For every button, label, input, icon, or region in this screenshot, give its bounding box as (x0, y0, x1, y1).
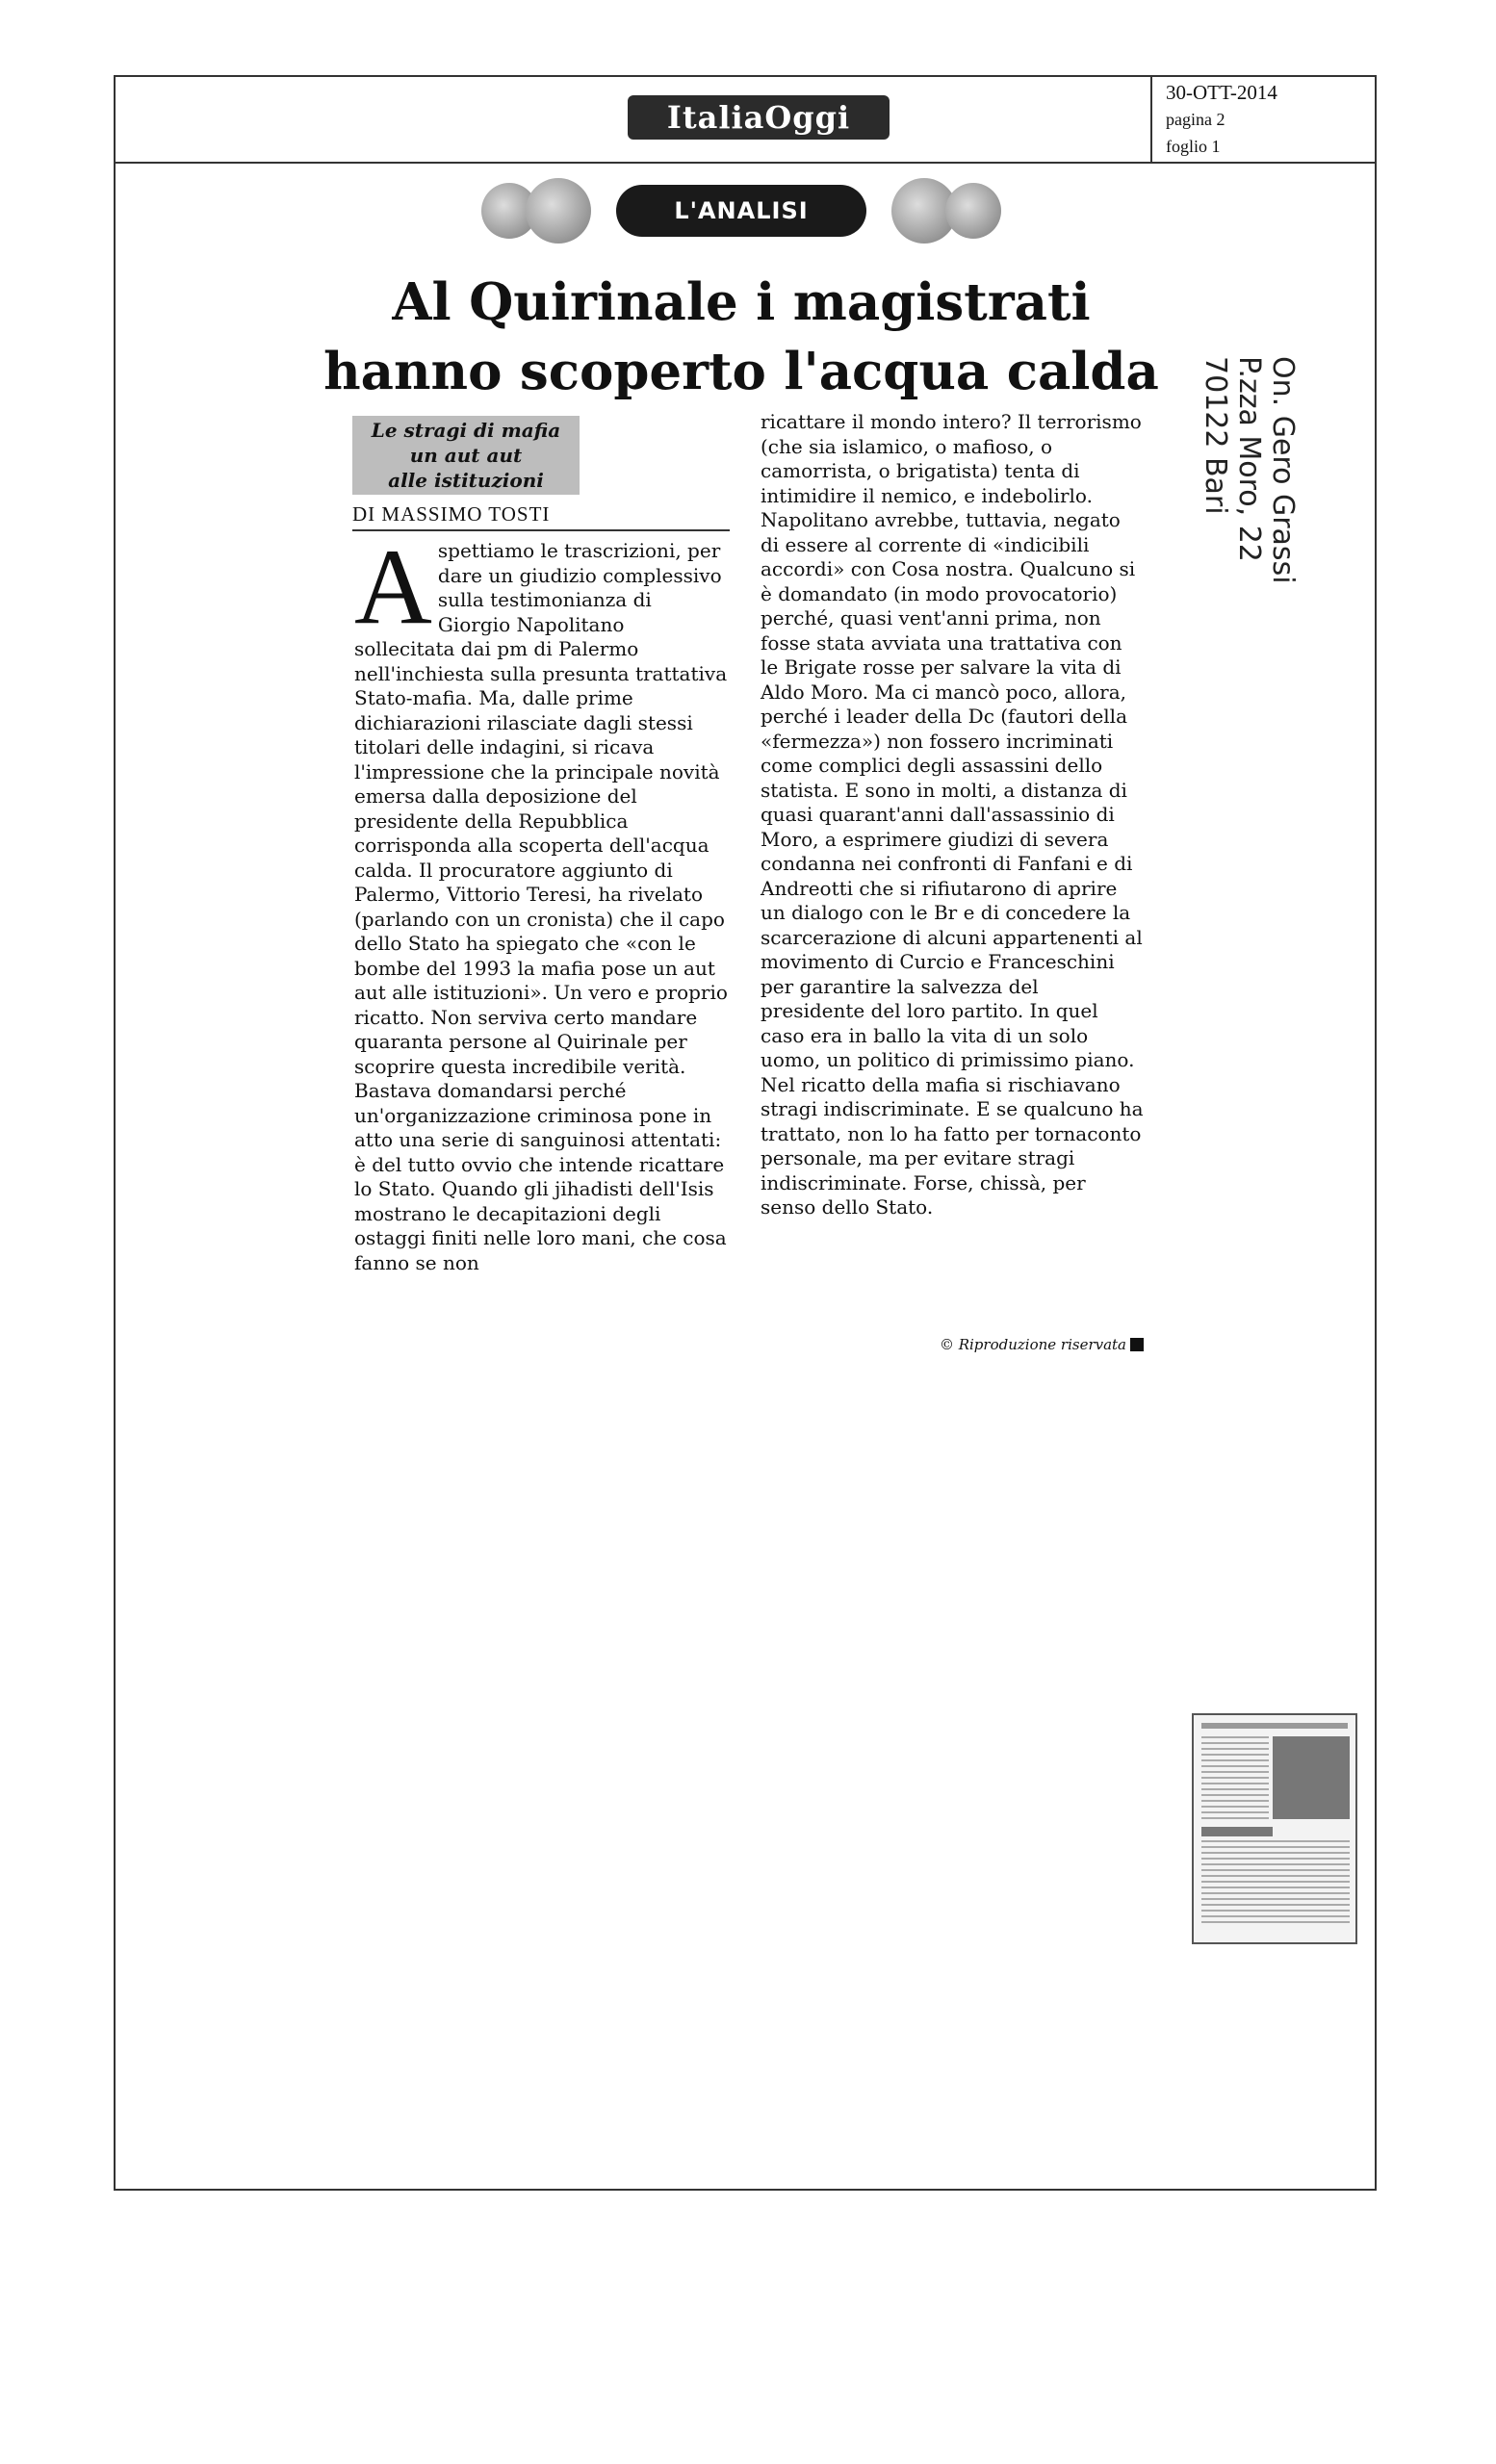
drop-cap: A (354, 527, 432, 647)
clipping-meta (1150, 75, 1377, 162)
subhead-line-2: un aut aut (409, 444, 523, 467)
article-subhead (352, 416, 580, 495)
byline: DI MASSIMO TOSTI (352, 502, 551, 526)
subhead-line-3: alle istituzioni (388, 469, 544, 492)
stamp-line-3: 70122 Bari (1199, 356, 1232, 515)
title-line-2: hanno scoperto l'acqua calda (323, 342, 1159, 401)
thumbnail-photo (1273, 1736, 1350, 1819)
clipping-sheet: foglio 1 (1166, 137, 1221, 156)
subhead-line-1: Le stragi di mafia (371, 419, 561, 442)
reproduction-notice-text: © Riproduzione riservata (939, 1336, 1126, 1353)
article-title (318, 268, 1165, 406)
clipping-date: 30-OTT-2014 (1166, 81, 1277, 104)
article-column-1 (354, 527, 730, 1275)
section-banner (481, 175, 1001, 246)
column-1-text: spettiamo le trascrizioni, per dare un giudizio complessivo sulla testimonianza di Giorgio Napolitano sollecitata dai pm di Palermo nell'inchiesta sulla presunta trattativa Stato-mafia. Ma, dalle prime dichiarazioni rilasciate dagli stessi titolari delle indagini, si ricava l'impressione che la principale novità emersa dalla deposizione del presidente della Repubblica corrisponda alla scoperta dell'acqua calda. Il procuratore aggiunto di Palermo, Vittorio Teresi, ha rivelato (parlando con un cronista) che il capo dello Stato ha spiegato che «con le bombe del 1993 la mafia pose un aut aut alle istituzioni». Un vero e proprio ricatto. Non serviva certo mandare quaranta persone al Quirinale per scoprire questa incredibile verità. Bastava domandarsi perché un'organizzazione criminosa pone in atto una serie di sanguinosi attentati: è del tutto ovvio che intende ricattare lo Stato. Quando gli jihadisti dell'Isis mostrano le decapitazioni degli ostaggi finiti nelle loro mani, che cosa fanno se non (354, 539, 728, 1274)
end-mark-icon (1130, 1338, 1144, 1351)
page-thumbnail (1192, 1713, 1357, 1944)
newspaper-logo: ItaliaOggi (628, 95, 890, 140)
stamp-line-1: On. Gero Grassi (1266, 356, 1300, 584)
address-stamp (1176, 356, 1302, 606)
section-label: L'ANALISI (616, 185, 866, 237)
column-2-text: ricattare il mondo intero? Il terrorismo (che sia islamico, o mafioso, o camorrista, o brigatista) tenta di intimidire il nemico, e indebolirlo. Napolitano avrebbe, tuttavia, negato di essere al corrente di «indicibili accordi» con Cosa nostra. Qualcuno si è domandato (in modo provocatorio) perché, quasi vent'anni prima, non fosse stata avviata una trattativa con le Brigate rosse per salvare la vita di Aldo Moro. Ma ci mancò poco, allora, perché i leader della Dc (fautori della «fermezza») non fossero incriminati come complici degli assassini dello statista. E sono in molti, a distanza di quasi quarant'anni dall'assassinio di Moro, a esprimere giudizi di severa condanna nei confronti di Fanfani e di Andreotti che si rifiutarono di aprire un dialogo con le Br e di concedere la scarcerazione di alcuni appartenenti al movimento di Curcio e Franceschini per garantire la salvezza del presidente del loro partito. In quel caso era in ballo la vita di un solo uomo, un politico di primissimo piano. Nel ricatto della mafia si rischiavano stragi indiscriminate. E se qualcuno ha trattato, non lo ha fatto per tornaconto personale, ma per evitare stragi indiscriminate. Forse, chissà, per senso dello Stato. (761, 410, 1144, 1219)
thumbnail-text (1201, 1840, 1350, 1927)
banner-dot-icon (945, 183, 1001, 239)
clipping-page: pagina 2 (1166, 110, 1225, 129)
title-line-1: Al Quirinale i magistrati (392, 272, 1091, 332)
thumbnail-headline (1201, 1827, 1273, 1836)
article-column-2 (761, 410, 1144, 1220)
reproduction-notice (905, 1336, 1144, 1353)
thumbnail-text (1201, 1736, 1269, 1823)
stamp-line-2: P.zza Moro, 22 (1232, 356, 1266, 562)
thumbnail-masthead (1201, 1723, 1348, 1729)
banner-dot-icon (526, 178, 591, 244)
header-divider (114, 162, 1377, 164)
